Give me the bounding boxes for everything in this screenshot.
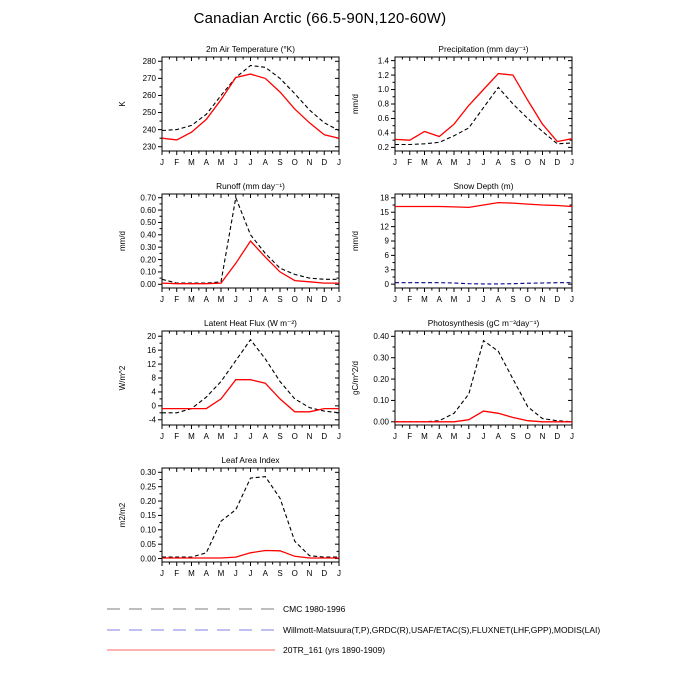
chart-text: A [495, 295, 501, 304]
chart-text: J [160, 569, 164, 578]
y-axis-label: mm/d [351, 231, 360, 251]
chart-text: A [203, 432, 209, 441]
chart-svg [112, 180, 352, 312]
chart-leaf-area-index [112, 454, 352, 586]
chart-text: N [306, 295, 313, 304]
chart-text: A [203, 295, 209, 304]
chart-text: M [421, 432, 428, 441]
figure-title: Canadian Arctic (66.5-90N,120-60W) [193, 10, 447, 27]
chart-text: M [188, 569, 195, 578]
chart-text: N [539, 432, 546, 441]
y-axis-label: gC/m^2/d [351, 361, 360, 395]
chart-text: 280 [142, 56, 156, 66]
chart-text: 16 [147, 345, 156, 355]
chart-text: A [436, 432, 442, 441]
chart-text: D [554, 158, 561, 167]
chart-text: N [306, 432, 313, 441]
chart-text: J [481, 158, 486, 167]
chart-text: J [570, 432, 574, 441]
chart-text: 0 [384, 279, 389, 289]
chart-text: J [160, 432, 164, 441]
chart-text: F [174, 158, 180, 167]
chart-snow-depth [345, 180, 585, 312]
chart-svg [112, 454, 352, 586]
chart-text: J [337, 569, 341, 578]
chart-text: J [570, 295, 574, 304]
chart-text: S [277, 295, 283, 304]
legend-dashed-line-icon [105, 604, 277, 614]
chart-text: A [262, 569, 268, 578]
chart-text: Latent Heat Flux (W m⁻²) [204, 318, 297, 328]
series-line [395, 203, 572, 208]
chart-text: D [554, 432, 561, 441]
chart-text: 0.6 [377, 114, 389, 124]
chart-text: J [248, 432, 253, 441]
chart-text: F [407, 295, 413, 304]
chart-text: S [510, 158, 516, 167]
chart-text: J [233, 158, 238, 167]
chart-text: 0.00 [373, 417, 389, 427]
chart-runoff [112, 180, 352, 312]
chart-text: 0 [151, 401, 156, 411]
legend-solid-line-icon [105, 645, 277, 655]
chart-text: D [321, 569, 328, 578]
chart-text: S [510, 295, 516, 304]
chart-text: M [217, 295, 225, 304]
chart-text: F [407, 158, 413, 167]
chart-text: J [233, 432, 238, 441]
series-line [162, 380, 339, 412]
chart-text: J [393, 295, 397, 304]
series-line [162, 66, 339, 131]
chart-text: J [160, 158, 164, 167]
chart-2m-air-temperature [112, 43, 352, 175]
chart-text: J [466, 295, 471, 304]
y-axis-label: W/m^2 [118, 365, 127, 391]
chart-text: 0.30 [140, 468, 156, 478]
chart-text: 0.20 [140, 496, 156, 506]
chart-text: 0.25 [140, 482, 156, 492]
chart-text: 3 [384, 265, 389, 275]
chart-text: J [570, 158, 574, 167]
chart-text: J [248, 158, 253, 167]
chart-text: 0.8 [377, 99, 389, 109]
chart-text: D [321, 295, 328, 304]
chart-text: O [291, 569, 298, 578]
chart-text: 230 [142, 142, 156, 152]
legend-item-observations [105, 624, 600, 636]
series-line [162, 340, 339, 413]
chart-latent-heat-flux [112, 317, 352, 449]
chart-text: J [481, 295, 486, 304]
chart-text: 1.2 [377, 70, 389, 80]
chart-text: N [306, 158, 313, 167]
chart-text: M [217, 432, 225, 441]
y-axis-label: K [118, 101, 127, 107]
chart-text: J [248, 569, 253, 578]
series-line [395, 341, 572, 422]
chart-text: M [217, 158, 225, 167]
chart-text: 12 [147, 359, 156, 369]
chart-text: 0.70 [140, 193, 156, 203]
chart-text: O [524, 295, 531, 304]
chart-text: 0.00 [140, 279, 156, 289]
chart-text: A [436, 158, 442, 167]
y-axis-label: m2/m2 [118, 502, 127, 528]
chart-text: J [481, 432, 486, 441]
chart-text: O [291, 158, 298, 167]
chart-text: J [248, 295, 253, 304]
chart-text: 0.00 [140, 554, 156, 564]
chart-text: A [495, 432, 501, 441]
chart-text: 1.4 [377, 56, 389, 66]
chart-text: Snow Depth (m) [453, 181, 514, 191]
chart-text: O [291, 295, 298, 304]
y-axis-label: mm/d [118, 231, 127, 251]
chart-text: Photosynthesis (gC m⁻²day⁻¹) [427, 318, 540, 328]
chart-text: J [466, 158, 471, 167]
chart-text: F [407, 432, 413, 441]
chart-text: 15 [380, 207, 389, 217]
chart-text: 0.2 [377, 143, 389, 153]
chart-text: A [262, 158, 268, 167]
chart-text: 6 [384, 251, 389, 261]
chart-text: J [233, 569, 238, 578]
chart-text: -4 [148, 415, 156, 425]
chart-text: S [277, 432, 283, 441]
chart-text: J [160, 295, 164, 304]
chart-text: 0.40 [373, 332, 389, 342]
chart-text: J [466, 432, 471, 441]
chart-text: 20 [147, 331, 156, 341]
legend-label: Willmott-Matsuura(T,P),GRDC(R),USAF/ETAC(S),FLUXNET(LHF,GPP),MODIS(LAI) [283, 625, 601, 635]
chart-text: J [337, 158, 341, 167]
chart-text: F [174, 295, 180, 304]
chart-text: O [524, 432, 531, 441]
chart-text: N [306, 569, 313, 578]
chart-text: Runoff (mm day⁻¹) [216, 181, 285, 191]
chart-text: A [203, 158, 209, 167]
chart-text: D [321, 158, 328, 167]
chart-text: M [421, 295, 428, 304]
chart-photosynthesis [345, 317, 585, 449]
chart-text: D [554, 295, 561, 304]
chart-text: M [188, 295, 195, 304]
series-line [395, 87, 572, 144]
chart-svg [112, 43, 352, 175]
chart-text: J [337, 295, 341, 304]
chart-text: M [450, 158, 458, 167]
chart-text: 0.30 [373, 353, 389, 363]
chart-text: A [262, 295, 268, 304]
chart-text: M [188, 432, 195, 441]
chart-svg [112, 317, 352, 449]
chart-text: 240 [142, 125, 156, 135]
chart-text: 0.15 [140, 511, 156, 521]
chart-text: M [188, 158, 195, 167]
series-line [395, 411, 572, 422]
chart-text: 2m Air Temperature (°K) [206, 44, 295, 54]
chart-text: F [174, 569, 180, 578]
y-axis-label: mm/d [351, 94, 360, 114]
chart-text: A [262, 432, 268, 441]
chart-text: 0.50 [140, 218, 156, 228]
chart-text: 250 [142, 108, 156, 118]
chart-text: Leaf Area Index [221, 455, 280, 465]
chart-text: J [337, 432, 341, 441]
chart-text: A [203, 569, 209, 578]
chart-text: 0.60 [140, 205, 156, 215]
chart-text: 0.10 [373, 396, 389, 406]
legend-dashed-line-icon [105, 625, 277, 635]
chart-text: 9 [384, 236, 389, 246]
chart-text: 0.20 [373, 374, 389, 384]
chart-text: 270 [142, 74, 156, 84]
legend-label: 20TR_161 (yrs 1890-1909) [283, 645, 386, 655]
chart-text: 0.05 [140, 539, 156, 549]
chart-text: O [524, 158, 531, 167]
series-line [395, 283, 572, 284]
legend-item-cmc [105, 603, 345, 615]
chart-text: 260 [142, 91, 156, 101]
chart-text: S [277, 569, 283, 578]
chart-text: N [539, 158, 546, 167]
chart-text: S [277, 158, 283, 167]
chart-text: M [450, 432, 458, 441]
chart-text: F [174, 432, 180, 441]
chart-text: 0.10 [140, 267, 156, 277]
chart-text: Precipitation (mm day⁻¹) [438, 44, 529, 54]
chart-text: O [291, 432, 298, 441]
chart-precipitation [345, 43, 585, 175]
series-line [162, 477, 339, 557]
chart-text: J [393, 432, 397, 441]
chart-text: M [450, 295, 458, 304]
chart-text: A [436, 295, 442, 304]
chart-text: J [233, 295, 238, 304]
chart-text: 0.20 [140, 255, 156, 265]
chart-text: 1.0 [377, 85, 389, 95]
chart-text: 8 [151, 373, 156, 383]
chart-text: 12 [380, 222, 389, 232]
chart-text: A [495, 158, 501, 167]
chart-text: 0.40 [140, 230, 156, 240]
chart-text: S [510, 432, 516, 441]
series-line [162, 241, 339, 284]
chart-text: M [217, 569, 225, 578]
chart-text: N [539, 295, 546, 304]
chart-text: 0.4 [377, 128, 389, 138]
chart-text: 4 [151, 387, 156, 397]
chart-text: 0.10 [140, 525, 156, 535]
chart-text: 18 [380, 193, 389, 203]
chart-text: M [421, 158, 428, 167]
chart-text: 0.30 [140, 242, 156, 252]
chart-svg [345, 43, 585, 175]
legend-label: CMC 1980-1996 [283, 604, 346, 614]
legend-item-model-run [105, 644, 385, 656]
chart-svg [345, 317, 585, 449]
series-line [162, 74, 339, 140]
chart-text: D [321, 432, 328, 441]
chart-svg [345, 180, 585, 312]
chart-text: J [393, 158, 397, 167]
